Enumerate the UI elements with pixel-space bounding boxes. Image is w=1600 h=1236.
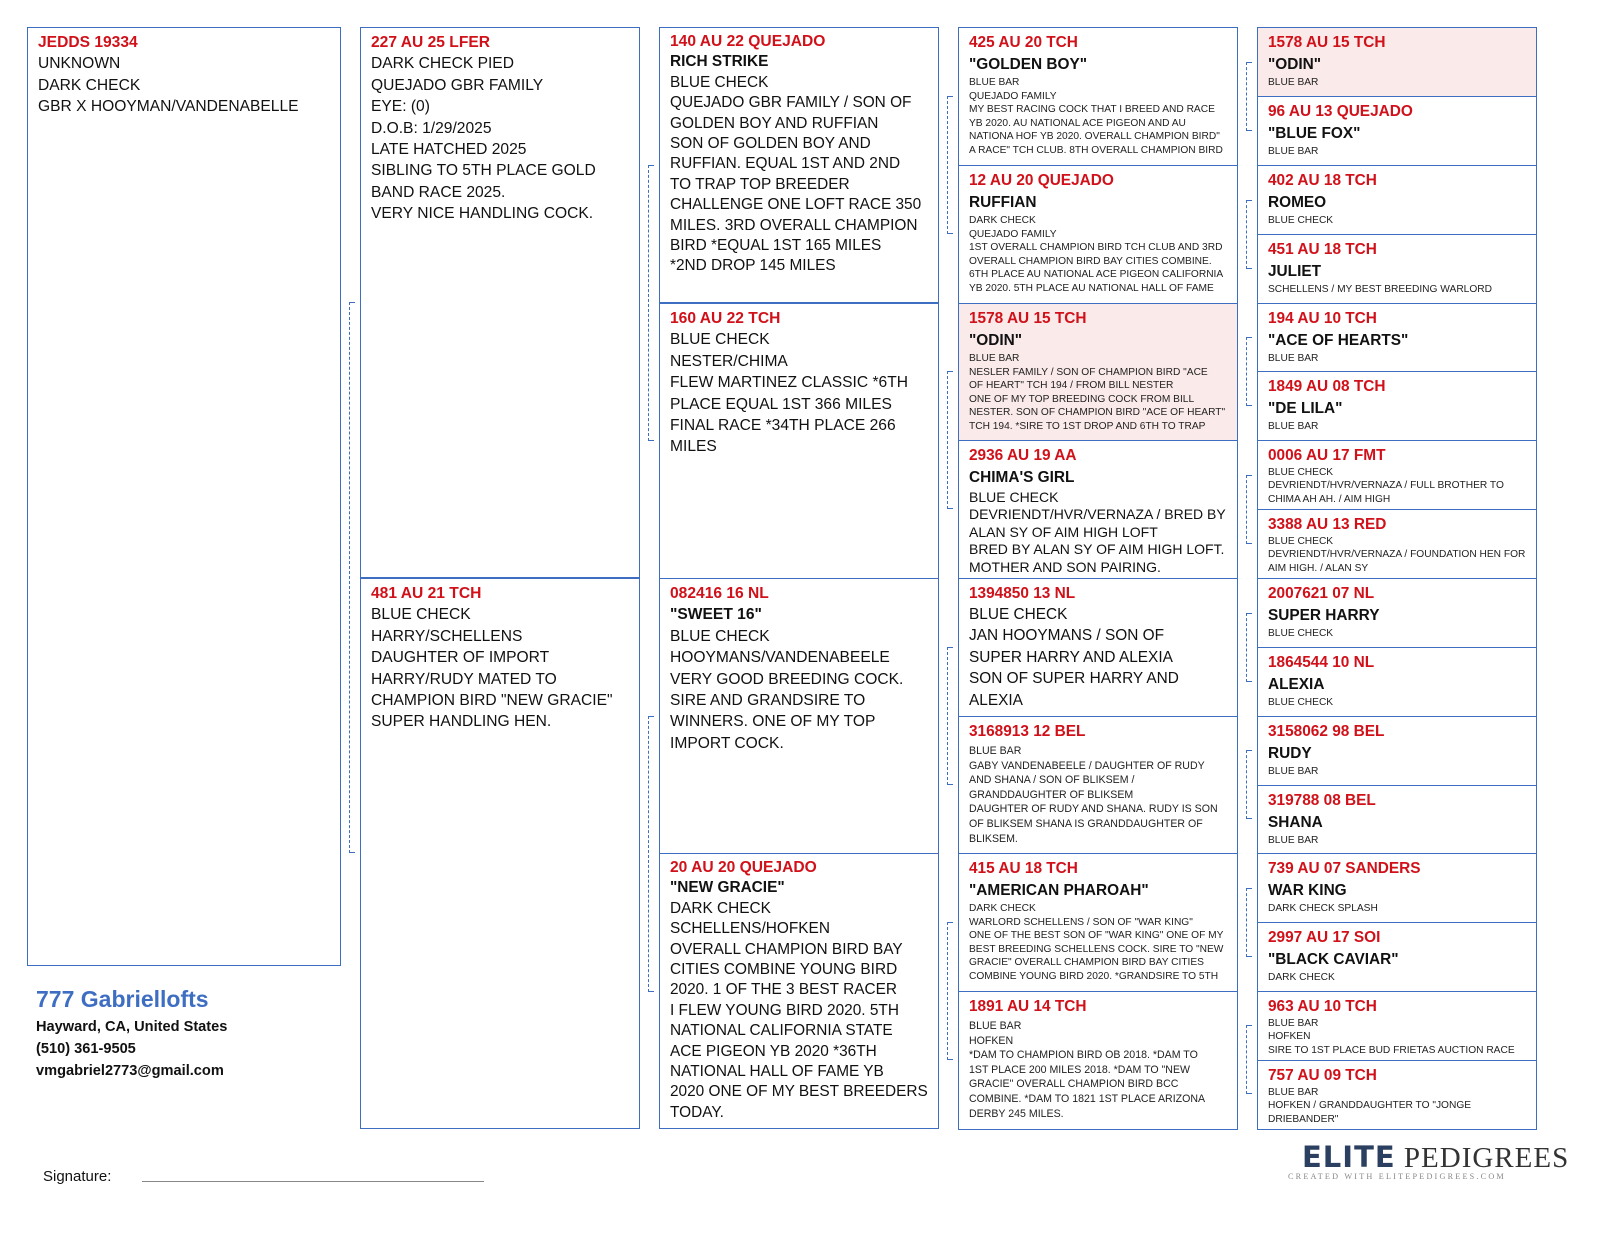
- gen4-line: OVERALL CHAMPION BIRD BAY CITIES COMBINE.: [969, 255, 1212, 267]
- gen5-ring: 3388 AU 13 RED: [1268, 516, 1387, 533]
- gen5-name: "ODIN": [1268, 56, 1322, 73]
- gen5-card: [1257, 991, 1537, 1061]
- gen5-line: BLUE BAR: [1268, 1087, 1319, 1098]
- gen3-line: DARK CHECK: [670, 899, 771, 917]
- bracket-connector: [1246, 888, 1252, 957]
- gen4-line: NESLER FAMILY / SON OF CHAMPION BIRD "ACE: [969, 366, 1208, 378]
- gen5-line: BLUE BAR: [1268, 77, 1319, 88]
- owner-location: Hayward, CA, United States: [36, 1019, 228, 1035]
- dam-ring: 481 AU 21 TCH: [371, 585, 482, 602]
- gen4-line: DARK CHECK: [969, 903, 1036, 914]
- gen5-line: BLUE BAR: [1268, 835, 1319, 846]
- gen3-line: CHALLENGE ONE LOFT RACE 350: [670, 196, 922, 214]
- gen4-line: ONE OF MY TOP BREEDING COCK FROM BILL: [969, 393, 1195, 405]
- gen4-line: BLUE CHECK: [969, 606, 1068, 623]
- gen4-ring: 2936 AU 19 AA: [969, 447, 1077, 464]
- gen5-name: ROMEO: [1268, 194, 1327, 211]
- bracket-connector: [648, 165, 654, 441]
- gen5-line: CHIMA AH AH. / AIM HIGH: [1268, 493, 1391, 505]
- gen3-line: CITIES COMBINE YOUNG BIRD: [670, 961, 898, 979]
- gen5-card: [1257, 647, 1537, 717]
- gen5-line: BLUE BAR: [1268, 146, 1319, 157]
- owner-email: vmgabriel2773@gmail.com: [36, 1063, 224, 1079]
- gen4-line: 1ST PLACE 200 MILES 2018. *DAM TO "NEW: [969, 1063, 1191, 1076]
- sire-line: DARK CHECK PIED: [371, 55, 514, 73]
- gen5-line: BLUE BAR: [1268, 421, 1319, 432]
- gen5-name: ALEXIA: [1268, 676, 1325, 693]
- bracket-connector: [349, 302, 355, 853]
- gen5-ring: 757 AU 09 TCH: [1268, 1067, 1377, 1084]
- bracket-connector: [648, 716, 654, 992]
- gen3-line: BIRD *EQUAL 1ST 165 MILES: [670, 237, 882, 255]
- gen5-name: JULIET: [1268, 263, 1322, 280]
- gen3-ring: 082416 16 NL: [670, 585, 769, 602]
- signature-label: Signature:: [43, 1168, 112, 1185]
- gen4-line: HOFKEN: [969, 1034, 1014, 1047]
- gen3-line: OVERALL CHAMPION BIRD BAY: [670, 940, 903, 958]
- gen5-line: SIRE TO 1ST PLACE BUD FRIETAS AUCTION RACE: [1268, 1044, 1515, 1056]
- gen5-card: [1257, 440, 1537, 510]
- gen4-card: [958, 578, 1238, 717]
- gen4-ring: 1394850 13 NL: [969, 585, 1076, 602]
- gen5-ring: 2007621 07 NL: [1268, 585, 1375, 602]
- sire-ring: 227 AU 25 LFER: [371, 34, 491, 51]
- gen5-card: [1257, 509, 1537, 579]
- gen3-line: GOLDEN BOY AND RUFFIAN: [670, 114, 879, 132]
- gen5-name: SHANA: [1268, 814, 1323, 831]
- gen4-line: BLUE BAR: [969, 77, 1020, 88]
- gen5-ring: 2997 AU 17 SOI: [1268, 929, 1381, 946]
- gen4-line: 1ST OVERALL CHAMPION BIRD TCH CLUB AND 3RD: [969, 242, 1223, 254]
- gen3-line: BLUE CHECK: [670, 627, 770, 645]
- gen3-line: NESTER/CHIMA: [670, 352, 788, 370]
- gen5-card: [1257, 716, 1537, 786]
- gen4-line: ALAN SY OF AIM HIGH LOFT: [969, 523, 1158, 540]
- gen3-line: I FLEW YOUNG BIRD 2020. 5TH: [670, 1001, 899, 1019]
- gen4-name: RUFFIAN: [969, 194, 1037, 211]
- gen3-line: 2020. 1 OF THE 3 BEST RACER: [670, 981, 897, 999]
- gen4-line: MOTHER AND SON PAIRING.: [969, 558, 1161, 575]
- gen4-line: BRED BY ALAN SY OF AIM HIGH LOFT.: [969, 541, 1225, 558]
- gen4-line: A RACE" TCH CLUB. 8TH OVERALL CHAMPION BIRD: [969, 144, 1223, 156]
- gen5-name: "ACE OF HEARTS": [1268, 332, 1409, 349]
- gen3-line: FLEW MARTINEZ CLASSIC *6TH: [670, 374, 908, 392]
- owner-name: 777 Gabriellofts: [36, 986, 209, 1012]
- dam-line: HARRY/RUDY MATED TO: [371, 670, 557, 688]
- gen3-line: ACE PIGEON YB 2020 *36TH: [670, 1042, 877, 1060]
- gen4-name: "ODIN": [969, 332, 1023, 349]
- gen3-line: SCHELLENS/HOFKEN: [670, 920, 830, 938]
- gen4-line: SON OF SUPER HARRY AND: [969, 670, 1179, 688]
- gen4-ring: 3168913 12 BEL: [969, 723, 1086, 740]
- bracket-connector: [1246, 337, 1252, 406]
- gen4-line: COMBINE YOUNG BIRD 2020. *GRANDSIRE TO 5TH: [969, 970, 1219, 982]
- gen5-card: [1257, 165, 1537, 235]
- gen5-ring: 1578 AU 15 TCH: [1268, 34, 1386, 51]
- gen5-line: BLUE CHECK: [1268, 536, 1334, 547]
- gen5-line: HOFKEN / GRANDDAUGHTER TO "JONGE: [1268, 1100, 1472, 1112]
- gen4-ring: 425 AU 20 TCH: [969, 34, 1078, 51]
- gen3-line: NATIONAL CALIFORNIA STATE: [670, 1022, 893, 1040]
- gen4-card: [958, 853, 1238, 992]
- dam-line: BLUE CHECK: [371, 606, 471, 624]
- gen4-card: [958, 165, 1238, 304]
- gen5-line: BLUE BAR: [1268, 766, 1319, 777]
- gen5-name: "BLACK CAVIAR": [1268, 951, 1399, 968]
- dam-line: SUPER HANDLING HEN.: [371, 713, 552, 731]
- gen3-line: BLUE CHECK: [670, 331, 770, 349]
- gen3-line: NATIONAL HALL OF FAME YB: [670, 1063, 884, 1081]
- sire-line: BAND RACE 2025.: [371, 183, 506, 201]
- gen4-line: OF HEART" TCH 194 / FROM BILL NESTER: [969, 380, 1174, 392]
- gen4-line: GRANDDAUGHTER OF BLIKSEM: [969, 788, 1134, 801]
- gen3-line: PLACE EQUAL 1ST 366 MILES: [670, 395, 892, 413]
- gen3-line: FINAL RACE *34TH PLACE 266: [670, 417, 896, 435]
- gen4-line: JAN HOOYMANS / SON OF: [969, 627, 1164, 645]
- gen5-line: BLUE CHECK: [1268, 628, 1334, 639]
- gen4-line: BEST BREEDING SCHELLENS COCK. SIRE TO "NEW: [969, 943, 1224, 955]
- gen4-card: [958, 440, 1238, 579]
- gen3-line: TODAY.: [670, 1103, 724, 1121]
- subject-ring: JEDDS 19334: [38, 34, 138, 51]
- gen3-line: RUFFIAN. EQUAL 1ST AND 2ND: [670, 155, 901, 173]
- gen5-line: DEVRIENDT/HVR/VERNAZA / FULL BROTHER TO: [1268, 480, 1504, 492]
- gen4-line: DAUGHTER OF RUDY AND SHANA. RUDY IS SON: [969, 803, 1218, 816]
- sire-line: LATE HATCHED 2025: [371, 141, 527, 159]
- bracket-connector: [947, 647, 953, 785]
- gen3-card-dam-dam: [659, 853, 939, 1129]
- bracket-connector: [947, 96, 953, 234]
- bracket-connector: [1246, 62, 1252, 131]
- gen4-line: GRACIE" OVERALL CHAMPION BIRD BCC: [969, 1078, 1179, 1091]
- gen3-line: QUEJADO GBR FAMILY / SON OF: [670, 94, 912, 112]
- bracket-connector: [1246, 200, 1252, 269]
- gen3-line: SON OF GOLDEN BOY AND: [670, 135, 871, 153]
- gen4-line: WARLORD SCHELLENS / SON OF "WAR KING": [969, 916, 1193, 928]
- gen5-line: BLUE CHECK: [1268, 467, 1334, 478]
- gen4-line: BLUE BAR: [969, 353, 1020, 364]
- signature-line: [142, 1181, 484, 1182]
- gen3-line: MILES. 3RD OVERALL CHAMPION: [670, 216, 918, 234]
- sire-line: D.O.B: 1/29/2025: [371, 119, 492, 137]
- gen3-line: WINNERS. ONE OF MY TOP: [670, 713, 876, 731]
- gen3-line: SIRE AND GRANDSIRE TO: [670, 692, 866, 710]
- gen5-ring: 1849 AU 08 TCH: [1268, 378, 1386, 395]
- gen4-line: GABY VANDENABEELE / DAUGHTER OF RUDY: [969, 759, 1205, 772]
- gen3-ring: 140 AU 22 QUEJADO: [670, 33, 826, 50]
- gen4-name: "GOLDEN BOY": [969, 56, 1088, 73]
- gen4-line: TCH 194. *SIRE TO 1ST DROP AND 6TH TO TRAP: [969, 420, 1206, 432]
- gen5-name: SUPER HARRY: [1268, 607, 1380, 624]
- gen5-card: [1257, 303, 1537, 373]
- gen5-line: AIM HIGH. / ALAN SY: [1268, 562, 1369, 574]
- gen5-card: [1257, 371, 1537, 441]
- sire-line: EYE: (0): [371, 98, 430, 116]
- subject-line: UNKNOWN: [38, 55, 121, 73]
- gen5-line: SCHELLENS / MY BEST BREEDING WARLORD: [1268, 284, 1492, 295]
- bracket-connector: [1246, 475, 1252, 544]
- gen4-line: *DAM TO CHAMPION BIRD OB 2018. *DAM TO: [969, 1049, 1198, 1062]
- gen5-card: [1257, 234, 1537, 304]
- dam-line: CHAMPION BIRD "NEW GRACIE": [371, 692, 613, 710]
- gen3-card-sire-dam: [659, 303, 939, 579]
- gen5-ring: 1864544 10 NL: [1268, 654, 1375, 671]
- gen4-line: ONE OF THE BEST SON OF "WAR KING" ONE OF MY: [969, 930, 1224, 942]
- gen4-line: YB 2020. 5TH PLACE AU NATIONAL HALL OF FAME: [969, 282, 1214, 294]
- gen5-ring: 3158062 98 BEL: [1268, 723, 1385, 740]
- bracket-connector: [947, 371, 953, 509]
- gen3-line: *2ND DROP 145 MILES: [670, 257, 836, 275]
- gen5-name: RUDY: [1268, 745, 1312, 762]
- logo-tagline: CREATED WITH ELITEPEDIGREES.COM: [1288, 1172, 1506, 1181]
- gen4-line: ALEXIA: [969, 691, 1023, 709]
- gen4-line: MY BEST RACING COCK THAT I BREED AND RACE: [969, 104, 1215, 116]
- gen5-ring: 963 AU 10 TCH: [1268, 998, 1377, 1015]
- gen3-line: VERY GOOD BREEDING COCK.: [670, 670, 904, 688]
- sire-line: QUEJADO GBR FAMILY: [371, 76, 544, 94]
- gen4-line: BLIKSEM.: [969, 832, 1018, 845]
- gen3-line: IMPORT COCK.: [670, 734, 784, 752]
- gen5-line: HOFKEN: [1268, 1031, 1311, 1043]
- gen3-line: MILES: [670, 438, 717, 456]
- gen5-card: [1257, 96, 1537, 166]
- gen4-ring: 1578 AU 15 TCH: [969, 310, 1087, 327]
- gen4-line: BLUE BAR: [969, 745, 1022, 757]
- gen4-line: NATIONA HOF YB 2020. OVERALL CHAMPION BIRD": [969, 131, 1220, 143]
- subject-card: [27, 27, 341, 966]
- dam-line: HARRY/SCHELLENS: [371, 627, 523, 645]
- gen4-ring: 1891 AU 14 TCH: [969, 998, 1087, 1015]
- gen4-line: YB 2020. AU NATIONAL ACE PIGEON AND AU: [969, 117, 1186, 129]
- gen4-line: SUPER HARRY AND ALEXIA: [969, 648, 1173, 666]
- gen5-ring: 96 AU 13 QUEJADO: [1268, 103, 1413, 120]
- gen4-line: GRACIE" OVERALL CHAMPION BIRD BAY CITIES: [969, 957, 1204, 969]
- gen5-ring: 402 AU 18 TCH: [1268, 172, 1377, 189]
- gen3-name: "SWEET 16": [670, 606, 762, 624]
- gen5-ring: 319788 08 BEL: [1268, 792, 1376, 809]
- gen4-card: [958, 991, 1238, 1130]
- gen3-card-sire-sire: [659, 27, 939, 303]
- gen4-line: BLUE BAR: [969, 1020, 1022, 1032]
- gen4-card: [958, 27, 1238, 166]
- bracket-connector: [1246, 613, 1252, 682]
- gen3-line: BLUE CHECK: [670, 73, 769, 91]
- bracket-connector: [947, 922, 953, 1060]
- dam-line: DAUGHTER OF IMPORT: [371, 649, 550, 667]
- gen4-line: QUEJADO FAMILY: [969, 228, 1057, 240]
- gen5-card: [1257, 785, 1537, 855]
- gen4-card-highlighted: [958, 303, 1238, 442]
- gen5-card: [1257, 922, 1537, 992]
- gen5-line: DARK CHECK SPLASH: [1268, 903, 1378, 914]
- gen5-ring: 451 AU 18 TCH: [1268, 241, 1377, 258]
- gen5-line: BLUE BAR: [1268, 1018, 1319, 1029]
- gen4-card: [958, 716, 1238, 855]
- bracket-connector: [1246, 1025, 1252, 1094]
- gen4-line: OF BLIKSEM SHANA IS GRANDDAUGHTER OF: [969, 817, 1203, 830]
- gen4-name: CHIMA'S GIRL: [969, 469, 1075, 486]
- gen4-ring: 12 AU 20 QUEJADO: [969, 172, 1114, 189]
- gen5-line: DEVRIENDT/HVR/VERNAZA / FOUNDATION HEN FOR: [1268, 549, 1526, 561]
- gen3-line: 2020 ONE OF MY BEST BREEDERS: [670, 1083, 928, 1101]
- gen5-name: "DE LILA": [1268, 400, 1343, 417]
- gen3-line: TO TRAP TOP BREEDER: [670, 175, 850, 193]
- gen5-ring: 739 AU 07 SANDERS: [1268, 860, 1421, 877]
- gen4-line: BLUE CHECK: [969, 489, 1059, 505]
- gen4-line: QUEJADO FAMILY: [969, 90, 1057, 102]
- gen5-card: [1257, 1060, 1537, 1130]
- subject-line: GBR X HOOYMAN/VANDENABELLE: [38, 98, 299, 116]
- gen3-line: HOOYMANS/VANDENABEELE: [670, 649, 890, 667]
- sire-line: SIBLING TO 5TH PLACE GOLD: [371, 162, 596, 180]
- sire-line: VERY NICE HANDLING COCK.: [371, 205, 594, 223]
- gen5-ring: 0006 AU 17 FMT: [1268, 447, 1386, 464]
- gen5-card-highlighted: [1257, 27, 1537, 97]
- gen5-line: BLUE CHECK: [1268, 215, 1334, 226]
- gen5-name: "BLUE FOX": [1268, 125, 1361, 142]
- gen5-card: [1257, 853, 1537, 923]
- bracket-connector: [1246, 750, 1252, 819]
- gen4-ring: 415 AU 18 TCH: [969, 860, 1078, 877]
- gen4-line: 6TH PLACE AU NATIONAL ACE PIGEON CALIFORNIA: [969, 269, 1224, 281]
- gen3-name: RICH STRIKE: [670, 53, 769, 71]
- gen4-line: COMBINE. *DAM TO 1821 1ST PLACE ARIZONA: [969, 1092, 1206, 1105]
- owner-phone: (510) 361-9505: [36, 1041, 136, 1057]
- gen4-line: AND SHANA / SON OF BLIKSEM /: [969, 774, 1135, 787]
- elite-pedigrees-logo: [1288, 1138, 1570, 1186]
- gen5-line: BLUE CHECK: [1268, 697, 1334, 708]
- gen5-card: [1257, 578, 1537, 648]
- gen4-line: DERBY 245 MILES.: [969, 1107, 1064, 1120]
- gen3-card-dam-sire: [659, 578, 939, 854]
- gen3-name: "NEW GRACIE": [670, 879, 785, 897]
- logo-wordmark: ELITE PEDIGREES: [1302, 1140, 1570, 1174]
- gen5-line: DRIEBANDER": [1268, 1113, 1339, 1125]
- gen5-line: DARK CHECK: [1268, 972, 1335, 983]
- sire-card: [360, 27, 640, 578]
- dam-card: [360, 578, 640, 1129]
- gen4-line: NESTER. SON OF CHAMPION BIRD "ACE OF HEART": [969, 407, 1226, 419]
- gen5-name: WAR KING: [1268, 882, 1347, 899]
- gen4-line: DARK CHECK: [969, 215, 1036, 226]
- gen3-ring: 160 AU 22 TCH: [670, 310, 781, 327]
- gen3-ring: 20 AU 20 QUEJADO: [670, 859, 817, 876]
- gen4-name: "AMERICAN PHAROAH": [969, 882, 1149, 899]
- gen5-ring: 194 AU 10 TCH: [1268, 310, 1377, 327]
- gen5-line: BLUE BAR: [1268, 353, 1319, 364]
- subject-line: DARK CHECK: [38, 76, 141, 94]
- gen4-line: DEVRIENDT/HVR/VERNAZA / BRED BY: [969, 506, 1226, 523]
